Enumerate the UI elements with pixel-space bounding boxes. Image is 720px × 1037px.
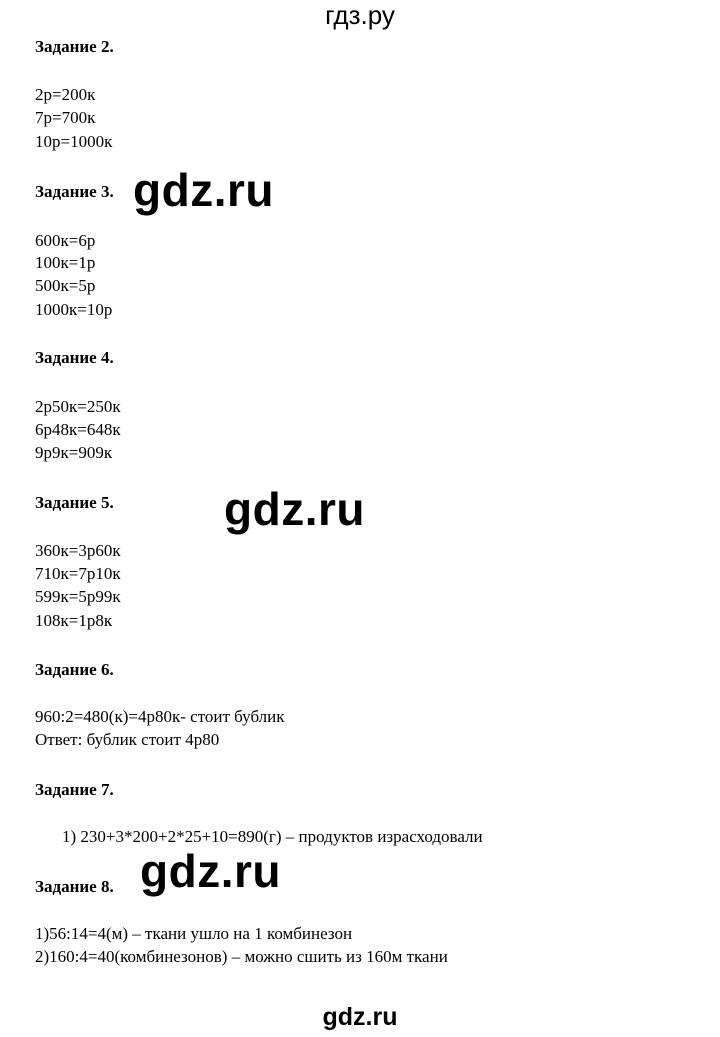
task-5-line-2: 710к=7р10к xyxy=(35,564,121,583)
task-8-line-2: 2)160:4=40(комбинезонов) – можно сшить из 160м ткани xyxy=(35,947,448,966)
task-7-heading: Задание 7. xyxy=(35,780,114,799)
task-4-line-3: 9р9к=909к xyxy=(35,443,113,462)
task-4-line-1: 2р50к=250к xyxy=(35,397,121,416)
task-2-line-1: 2р=200к xyxy=(35,85,96,104)
task-5-line-1: 360к=3р60к xyxy=(35,541,121,560)
task-2-heading: Задание 2. xyxy=(35,37,114,56)
task-3-line-1: 600к=6р xyxy=(35,231,96,250)
task-6-line-2: Ответ: бублик стоит 4р80 xyxy=(35,730,220,749)
task-3-line-2: 100к=1р xyxy=(35,253,96,272)
task-6-line-1: 960:2=480(к)=4р80к- стоит бублик xyxy=(35,707,285,726)
site-footer: gdz.ru xyxy=(322,1003,398,1031)
task-3-line-4: 1000к=10р xyxy=(35,300,113,319)
task-4-heading: Задание 4. xyxy=(35,348,114,367)
watermark-logo: gdz.ru xyxy=(224,483,365,535)
task-5-line-4: 108к=1р8к xyxy=(35,611,113,630)
task-5-heading: Задание 5. xyxy=(35,493,114,512)
task-2-line-3: 10р=1000к xyxy=(35,132,113,151)
watermark-logo: gdz.ru xyxy=(140,845,281,897)
task-6-heading: Задание 6. xyxy=(35,660,114,679)
task-4-line-2: 6р48к=648к xyxy=(35,420,121,439)
site-header: гдз.ру xyxy=(325,0,395,30)
task-5-line-3: 599к=5р99к xyxy=(35,587,121,606)
task-3-line-3: 500к=5р xyxy=(35,276,96,295)
task-7-line-1: 1) 230+3*200+2*25+10=890(г) – продуктов израсходовали xyxy=(62,827,483,846)
task-8-line-1: 1)56:14=4(м) – ткани ушло на 1 комбинезон xyxy=(35,924,353,943)
task-2-line-2: 7р=700к xyxy=(35,108,96,127)
task-8-heading: Задание 8. xyxy=(35,877,114,896)
watermark-logo: gdz.ru xyxy=(133,164,274,216)
task-3-heading: Задание 3. xyxy=(35,182,114,201)
